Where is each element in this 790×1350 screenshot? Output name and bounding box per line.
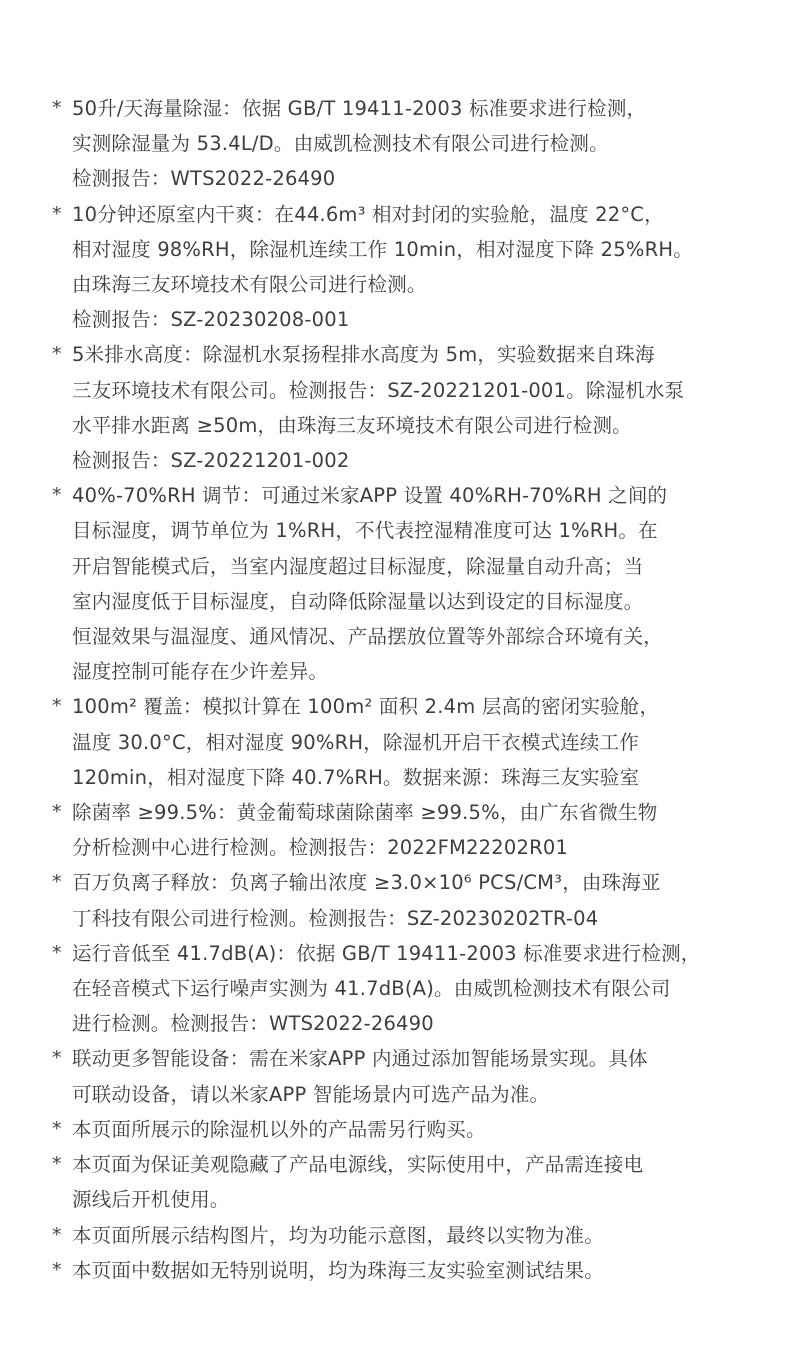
footnote-item xyxy=(52,91,742,197)
asterisk-bullet: * xyxy=(52,1153,62,1176)
footnote-text: 运行音低至 41.7dB(A)：依据 GB/T 19411-2003 标准要求进行检测， 在轻音模式下运行噪声实测为 41.7dB(A)。由威凯检测技术有限公司 进行检测。检测报告：WTS2022-26490 xyxy=(72,941,701,1036)
asterisk-bullet: * xyxy=(52,202,62,225)
footnote-item xyxy=(52,865,742,935)
footnote-item xyxy=(52,936,742,1042)
footnote-item xyxy=(52,1218,742,1253)
footnote-text: 100m² 覆盖：模拟计算在 100m² 面积 2.4m 层高的密闭实验舱， 温度 30.0°C，相对湿度 90%RH，除湿机开启干衣模式连续工作 120min，相对湿度下降 40.7%RH。数据来源：珠海三友实验室 xyxy=(72,695,660,789)
footnote-item xyxy=(52,689,742,795)
asterisk-bullet: * xyxy=(52,1258,62,1281)
footnotes-list xyxy=(52,91,742,1288)
asterisk-bullet: * xyxy=(52,695,62,718)
asterisk-bullet: * xyxy=(52,1117,62,1140)
asterisk-bullet: * xyxy=(52,801,62,824)
footnote-item xyxy=(52,795,742,865)
footnote-text: 10分钟还原室内干爽：在44.6m³ 相对封闭的实验舱，温度 22°C， 相对湿度 98%RH，除湿机连续工作 10min，相对湿度下降 25%RH。 由珠海三友环境技术有限公司进行检测。 检测报告：SZ-20230208-001 xyxy=(72,202,693,332)
asterisk-bullet: * xyxy=(52,484,62,507)
footnote-text: 本页面为保证美观隐藏了产品电源线，实际使用中，产品需连接电 源线后开机使用。 xyxy=(72,1153,644,1212)
asterisk-bullet: * xyxy=(52,871,62,894)
footnote-item xyxy=(52,337,742,478)
footnote-item xyxy=(52,478,742,689)
footnote-item xyxy=(52,197,742,338)
footnote-text: 40%-70%RH 调节：可通过米家APP 设置 40%RH-70%RH 之间的 目标湿度，调节单位为 1%RH，不代表控湿精准度可达 1%RH。在 开启智能模式后，当室内湿度超过目标湿度，除湿量自动升高；当 室内湿度低于目标湿度，自动降低除湿量以达到设定的目标湿度。 恒湿效果与温湿度、通风情况、产品摆放位置等外部综合环境有关， 湿度控制可能存在少许差异。 xyxy=(72,484,668,684)
footnote-text: 5米排水高度：除湿机水泵扬程排水高度为 5m，实验数据来自珠海 三友环境技术有限公司。检测报告：SZ-20221201-001。除湿机水泵 水平排水距离 ≥50m，由珠海三友环境技术有限公司进行检测。 检测报告：SZ-20221201-002 xyxy=(72,343,685,473)
asterisk-bullet: * xyxy=(52,343,62,366)
footnote-item xyxy=(52,1147,742,1217)
footnote-text: 本页面所展示的除湿机以外的产品需另行购买。 xyxy=(72,1117,486,1141)
asterisk-bullet: * xyxy=(52,1223,62,1246)
footnote-text: 50升/天海量除湿：依据 GB/T 19411-2003 标准要求进行检测， 实测除湿量为 53.4L/D。由威凯检测技术有限公司进行检测。 检测报告：WTS2022-26490 xyxy=(72,97,647,191)
footnote-text: 本页面中数据如无特别说明，均为珠海三友实验室测试结果。 xyxy=(72,1258,604,1282)
footnote-item xyxy=(52,1112,742,1147)
asterisk-bullet: * xyxy=(52,1047,62,1070)
asterisk-bullet: * xyxy=(52,97,62,119)
footnote-text: 百万负离子释放：负离子输出浓度 ≥3.0×10⁶ PCS/CM³，由珠海亚 丁科技有限公司进行检测。检测报告：SZ-20230202TR-04 xyxy=(72,871,661,930)
asterisk-bullet: * xyxy=(52,941,62,964)
footnote-item xyxy=(52,1041,742,1111)
footnote-text: 联动更多智能设备：需在米家APP 内通过添加智能场景实现。具体 可联动设备，请以米家APP 智能场景内可选产品为准。 xyxy=(72,1047,648,1106)
footnote-text: 本页面所展示结构图片，均为功能示意图，最终以实物为准。 xyxy=(72,1223,604,1247)
footnote-item xyxy=(52,1253,742,1288)
footnote-text: 除菌率 ≥99.5%：黄金葡萄球菌除菌率 ≥99.5%，由广东省微生物 分析检测中心进行检测。检测报告：2022FM22202R01 xyxy=(72,801,658,860)
